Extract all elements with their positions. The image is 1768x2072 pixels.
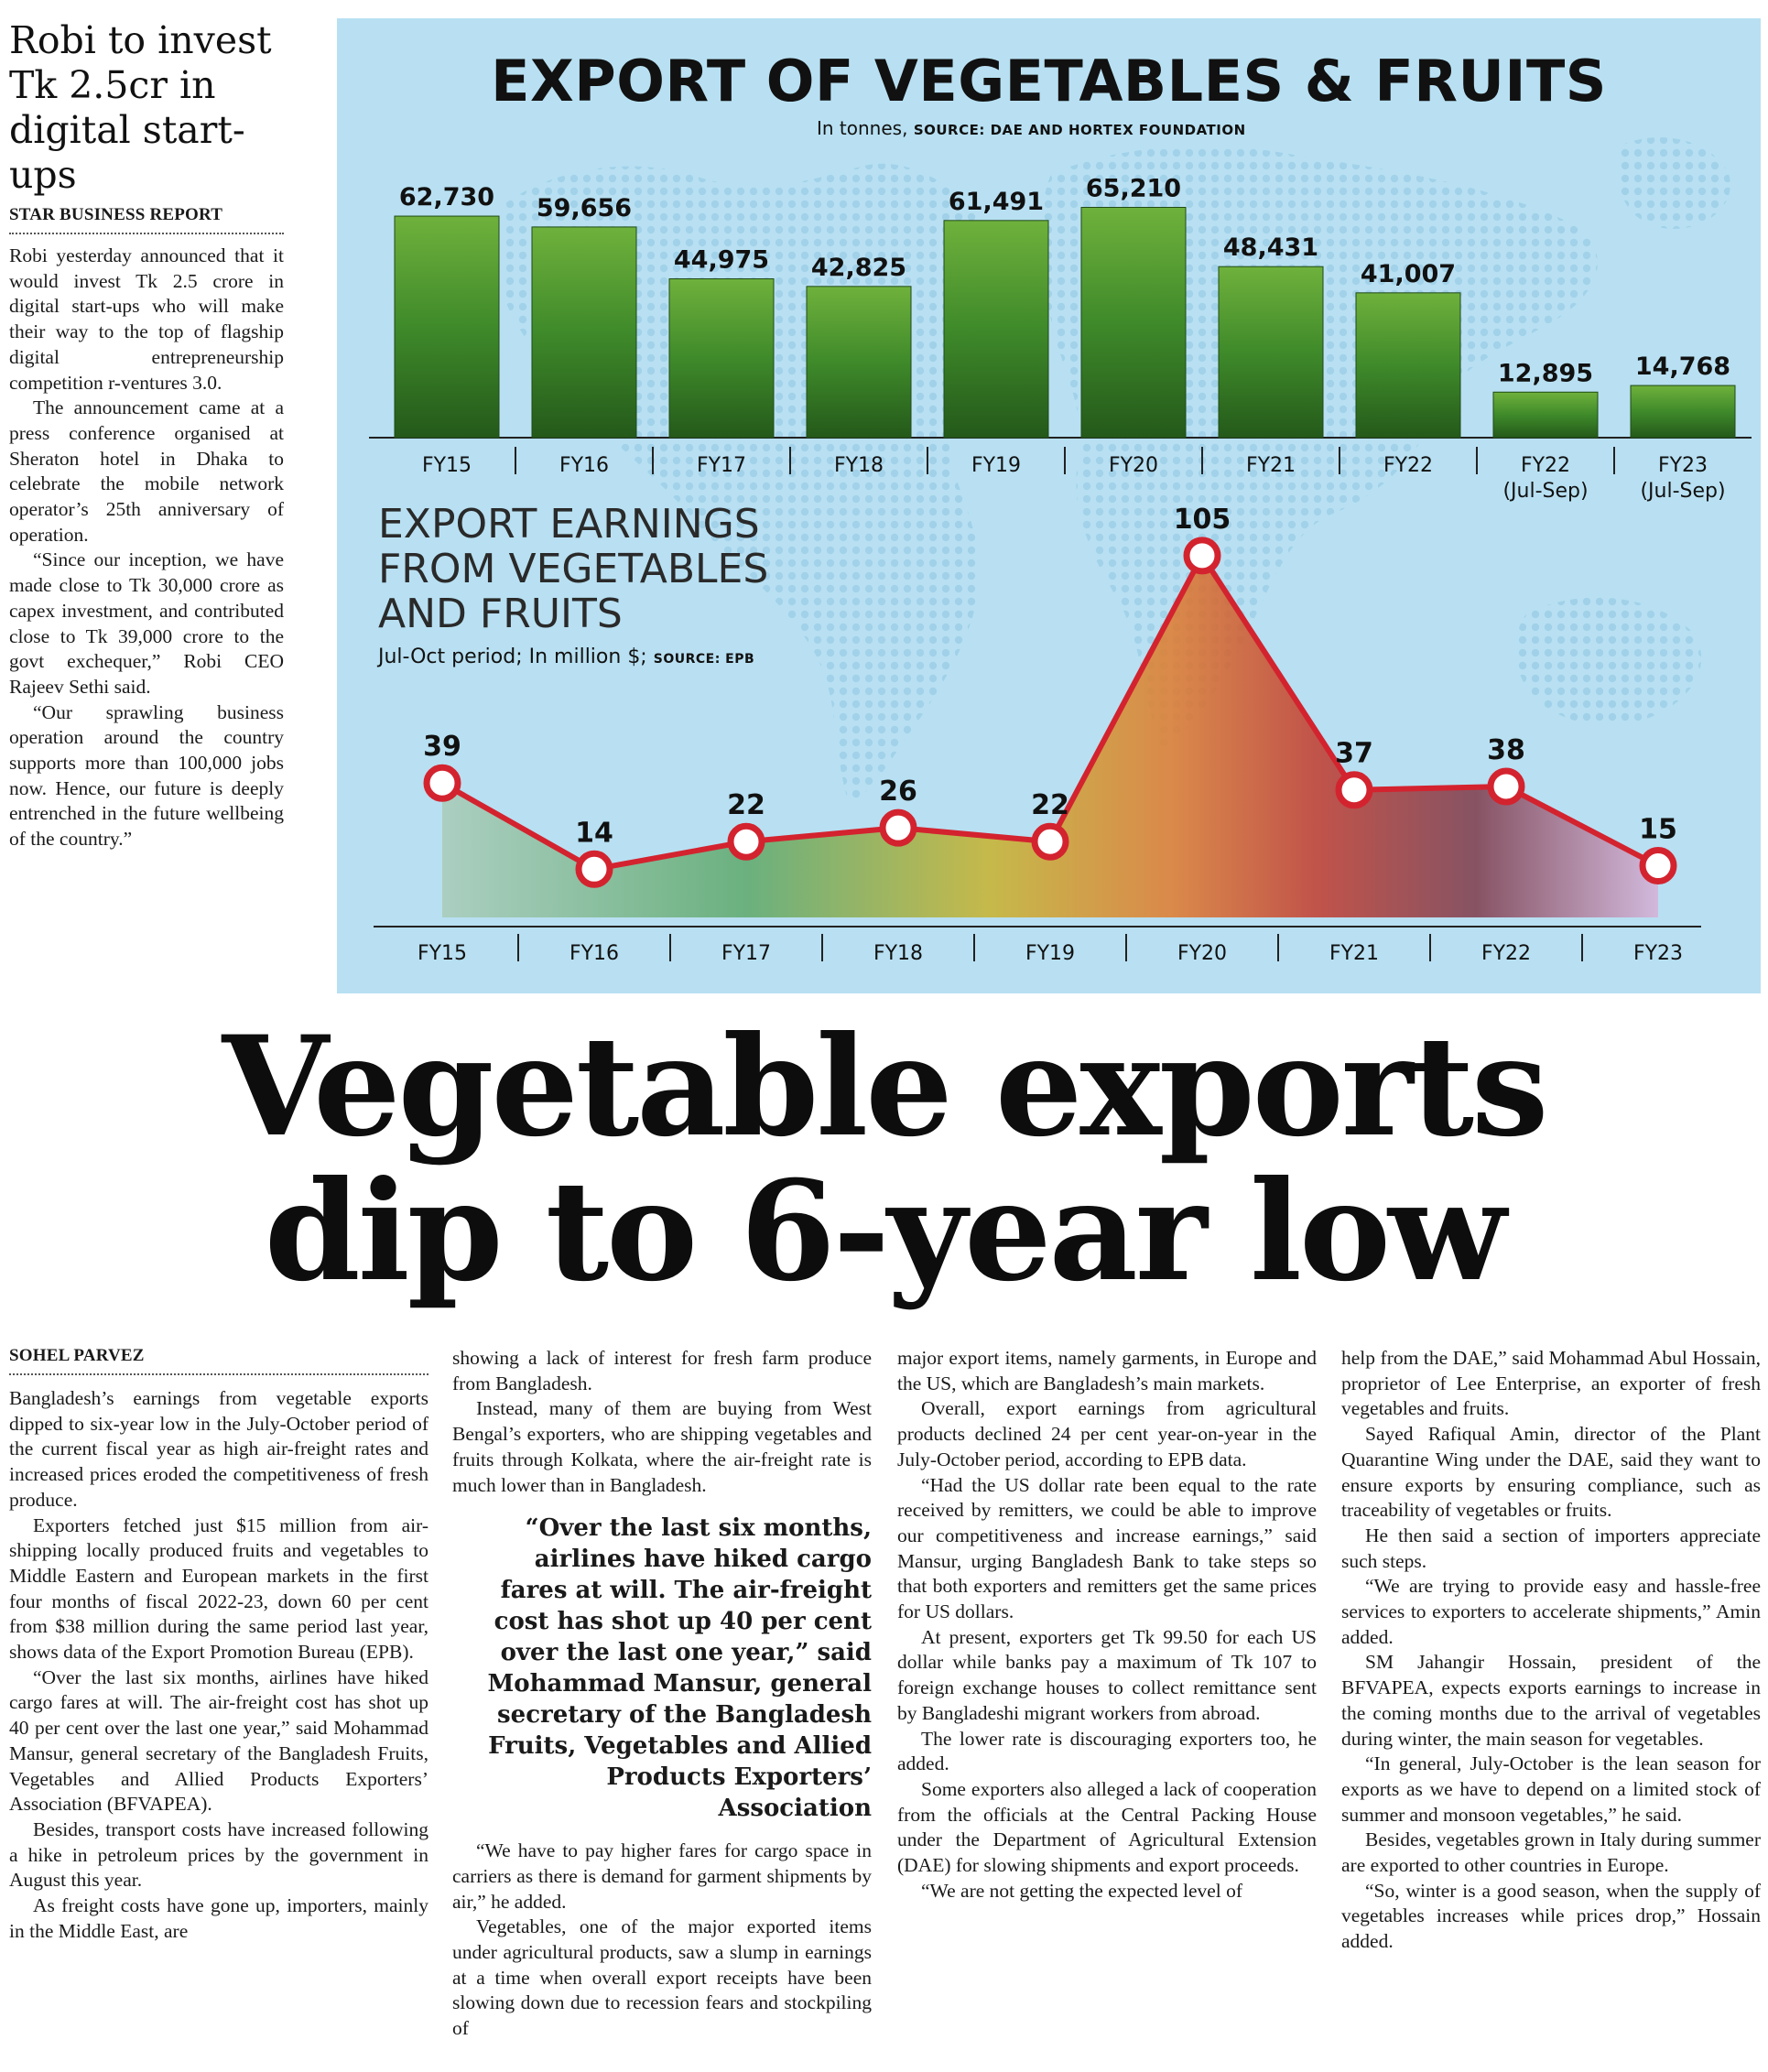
headline-line: dip to 6-year low (264, 1151, 1504, 1312)
earnings-title-line: AND FRUITS (378, 591, 623, 637)
article-paragraph: help from the DAE,” said Mohammad Abul Hossain, proprietor of Lee Enterprise, an exporter of fresh vegetables and fruits. (1341, 1347, 1761, 1420)
article-paragraph: As freight costs have gone up, importers, mainly in the Middle East, are (9, 1894, 428, 1942)
bar-value-label: 65,210 (1085, 174, 1182, 203)
article-paragraph: Bangladesh’s earnings from vegetable exports dipped to six-year low in the July-October period of the current fiscal year as high air-freight rates and increased prices eroded the competitiveness of fresh produce. (9, 1387, 428, 1511)
article-paragraph: “We have to pay higher fares for cargo space in carriers as there is demand for garment shipments by air,” he added. (452, 1839, 872, 1913)
earnings-point (1187, 540, 1218, 571)
bar-6 (1081, 207, 1186, 438)
earnings-value-label: 14 (575, 817, 613, 850)
bar-8 (1356, 293, 1460, 438)
bar-4 (807, 287, 911, 438)
earnings-category-label: FY22 (1481, 942, 1532, 965)
article-paragraph: “In general, July-October is the lean season for exports as we have to depend on a limited stock of summer and monsoon vegetables,” he said. (1341, 1752, 1761, 1826)
bar-category-label: FY21 (1245, 454, 1296, 477)
earnings-value-label: 15 (1639, 813, 1677, 846)
article-paragraph: At present, exporters get Tk 99.50 for each US dollar while banks pay a maximum of Tk 107 to foreign exchange houses to collect remittance sent by Bangladeshi migrant workers from abroad. (897, 1625, 1317, 1724)
article-paragraph: Instead, many of them are buying from West Bengal’s exporters, who are shipping vegetables and fruits through Kolkata, where the air-freight rate is much lower than in Bangladesh. (452, 1397, 872, 1496)
article-paragraph: Sayed Rafiqual Amin, director of the Plant Quarantine Wing under the DAE, said they want to ensure exports by ensuring compliance, such as traceability of vegetables or fruits. (1341, 1423, 1761, 1522)
earnings-value-label: 39 (423, 731, 461, 764)
bar-category-label: FY20 (1108, 454, 1159, 477)
earnings-point (1643, 851, 1674, 882)
bar-value-label: 41,007 (1360, 259, 1457, 288)
bar-category-label: FY18 (833, 454, 884, 477)
article-paragraph: Besides, transport costs have increased following a hike in petroleum prices by the government in August this year. (9, 1817, 428, 1892)
bar-value-label: 42,825 (810, 253, 907, 282)
earnings-source: SOURCE: EPB (653, 652, 755, 667)
bar-value-label: 62,730 (398, 183, 495, 212)
earnings-category-label: FY17 (721, 942, 772, 965)
bar-2 (532, 227, 636, 438)
earnings-category-label: FY16 (569, 942, 620, 965)
bar-7 (1219, 266, 1323, 438)
bar-category-label: FY19 (971, 454, 1022, 477)
article-paragraph: Exporters fetched just $15 million from air-shipping locally produced fruits and vegetables to Middle Eastern and European markets in the first four months of fiscal 2022-23, down 60 per cent from $38 million during the same period last year, shows data of the Export Promotion Bureau (EPB). (9, 1513, 428, 1664)
sidebar-headline: Robi to invest Tk 2.5cr in digital start-ups (9, 18, 272, 197)
sidebar-byline: STAR BUSINESS REPORT (9, 205, 284, 234)
earnings-point (731, 826, 762, 857)
earnings-category-label: FY18 (873, 942, 924, 965)
bar-9 (1493, 392, 1598, 438)
article-paragraph: “Had the US dollar rate been equal to the rate received by remitters, we could be able to improve our competitiveness and increase earnings,” said Mansur, urging Bangladesh Bank to take steps so that both exporters and remitters get the same prices for US dollars. (897, 1473, 1317, 1623)
article-column-3 (897, 1346, 1317, 1904)
bar-value-label: 12,895 (1497, 359, 1594, 388)
earnings-value-label: 37 (1335, 737, 1373, 770)
earnings-point (1035, 826, 1066, 857)
earnings-value-label: 38 (1487, 733, 1525, 766)
article-paragraph: Besides, vegetables grown in Italy during summer are exported to other countries in Europe. (1341, 1828, 1761, 1877)
chart-subtitle-unit: In tonnes, (817, 117, 908, 139)
earnings-chart-title (378, 502, 854, 636)
sidebar-paragraph: Robi yesterday announced that it would invest Tk 2.5 crore in digital start-ups who will make their way to the top of flagship digital entrepreneurship competition r-ventures 3.0. (9, 244, 284, 394)
main-headline (0, 1006, 1768, 1312)
earnings-point (883, 812, 914, 843)
earnings-value-label: 22 (1031, 789, 1069, 822)
article-paragraph: “We are not getting the expected level of (921, 1879, 1243, 1902)
earnings-point (579, 853, 610, 884)
article-paragraph: “Over the last six months, airlines have hiked cargo fares at will. The air-freight cost has shot up 40 per cent over the last one year,” said Mohammad Mansur, general secretary of the Bangladesh Fruits, Vegetables and Allied Products Exporters’ Association (BFVAPEA). (9, 1665, 428, 1816)
earnings-point (1491, 771, 1522, 802)
bar-value-label: 61,491 (948, 187, 1045, 216)
chart-title: EXPORT OF VEGETABLES & FRUITS (491, 48, 1607, 114)
sidebar-story (9, 18, 284, 852)
bar-category-label: FY22 (1520, 454, 1571, 477)
earnings-title-line: EXPORT EARNINGS (378, 501, 760, 548)
earnings-category-label: FY20 (1177, 942, 1228, 965)
bar-value-label: 59,656 (536, 193, 633, 222)
earnings-category-label: FY19 (1025, 942, 1076, 965)
bar-3 (669, 279, 774, 438)
bar-1 (395, 216, 499, 438)
sidebar-paragraph: “Our sprawling business operation around the country supports more than 100,000 jobs now. Hence, our future is deeply entrenched in the future wellbeing of the country.” (9, 700, 284, 851)
earnings-value-label: 105 (1173, 503, 1231, 536)
earnings-category-label: FY23 (1632, 942, 1684, 965)
headline-line: Vegetable exports (222, 1006, 1546, 1167)
article-paragraph: He then said a section of importers appreciate such steps. (1341, 1524, 1761, 1572)
sidebar-paragraph: “Since our inception, we have made close to Tk 30,000 crore as capex investment, and contributed close to Tk 39,000 crore to the govt exchequer,” Robi CEO Rajeev Sethi said. (9, 548, 284, 698)
earnings-point (1339, 775, 1370, 806)
article-paragraph: major export items, namely garments, in Europe and the US, which are Bangladesh’s main markets. (897, 1347, 1317, 1394)
article-paragraph: showing a lack of interest for fresh farm produce from Bangladesh. (452, 1347, 872, 1394)
bar-value-label: 44,975 (673, 245, 770, 275)
bar-5 (944, 221, 1048, 438)
article-column-2 (452, 1346, 872, 2042)
export-infographic (337, 18, 1761, 993)
pull-quote: “Over the last six months, airlines have hiked cargo fares at will. The air-freight cost has shot up 40 per cent over the last one year,” said Mohammad Mansur, general secretary of the Bangladesh Fruits, Vegetables and Allied Products Exporters’ Association (487, 1514, 872, 1823)
article-paragraph: Some exporters also alleged a lack of cooperation from the officials at the Central Packing House under the Department of Agricultural Extension (DAE) for slowing shipments and export proceeds. (897, 1777, 1317, 1877)
article-paragraph: “We are trying to provide easy and hassle-free services to exporters to accelerate shipments,” Amin added. (1341, 1575, 1761, 1648)
earnings-chart-subtitle (378, 645, 754, 668)
earnings-value-label: 22 (727, 789, 765, 822)
bar-category-label: FY17 (696, 454, 747, 477)
bar-category-label: (Jul-Sep) (1502, 480, 1589, 503)
chart-source: SOURCE: DAE AND HORTEX FOUNDATION (913, 122, 1246, 138)
bar-category-label: FY15 (421, 454, 472, 477)
article-paragraph: SM Jahangir Hossain, president of the BFVAPEA, expects exports earnings to increase in the coming months due to the arrival of vegetables during winter, the main season for vegetables. (1341, 1651, 1761, 1750)
bar-category-label: FY22 (1383, 454, 1434, 477)
article-paragraph: The lower rate is discouraging exporters too, he added. (897, 1727, 1317, 1775)
bar-category-label: FY16 (559, 454, 610, 477)
article-paragraph: “So, winter is a good season, when the supply of vegetables increases while prices drop,” Hossain added. (1341, 1879, 1761, 1953)
bar-value-label: 48,431 (1222, 233, 1319, 263)
earnings-category-label: FY15 (417, 942, 468, 965)
bar-value-label: 14,768 (1634, 353, 1731, 382)
article-paragraph: Vegetables, one of the major exported items under agricultural products, saw a slump in earnings at a time when overall export receipts have been slowing down due to recession fears and stockpiling of (452, 1915, 872, 2040)
bar-category-label: (Jul-Sep) (1640, 480, 1726, 503)
earnings-subtitle-unit: Jul-Oct period; In million $; (378, 645, 647, 668)
earnings-title-line: FROM VEGETABLES (378, 546, 769, 592)
article-column-1 (9, 1346, 428, 1944)
bar-10 (1631, 385, 1735, 438)
sidebar-paragraph: The announcement came at a press conference organised at Sheraton hotel in Dhaka to celebrate the mobile network operator’s 25th anniversary of operation. (9, 396, 284, 546)
article-column-4 (1341, 1346, 1761, 1955)
article-byline: SOHEL PARVEZ (9, 1346, 428, 1375)
earnings-category-label: FY21 (1329, 942, 1380, 965)
chart-subtitle (817, 117, 1246, 139)
bar-category-label: FY23 (1657, 454, 1708, 477)
earnings-value-label: 26 (879, 776, 917, 808)
earnings-point (427, 767, 458, 798)
article-paragraph: Overall, export earnings from agricultural products declined 24 per cent year-on-year in the July-October period, according to EPB data. (897, 1397, 1317, 1470)
